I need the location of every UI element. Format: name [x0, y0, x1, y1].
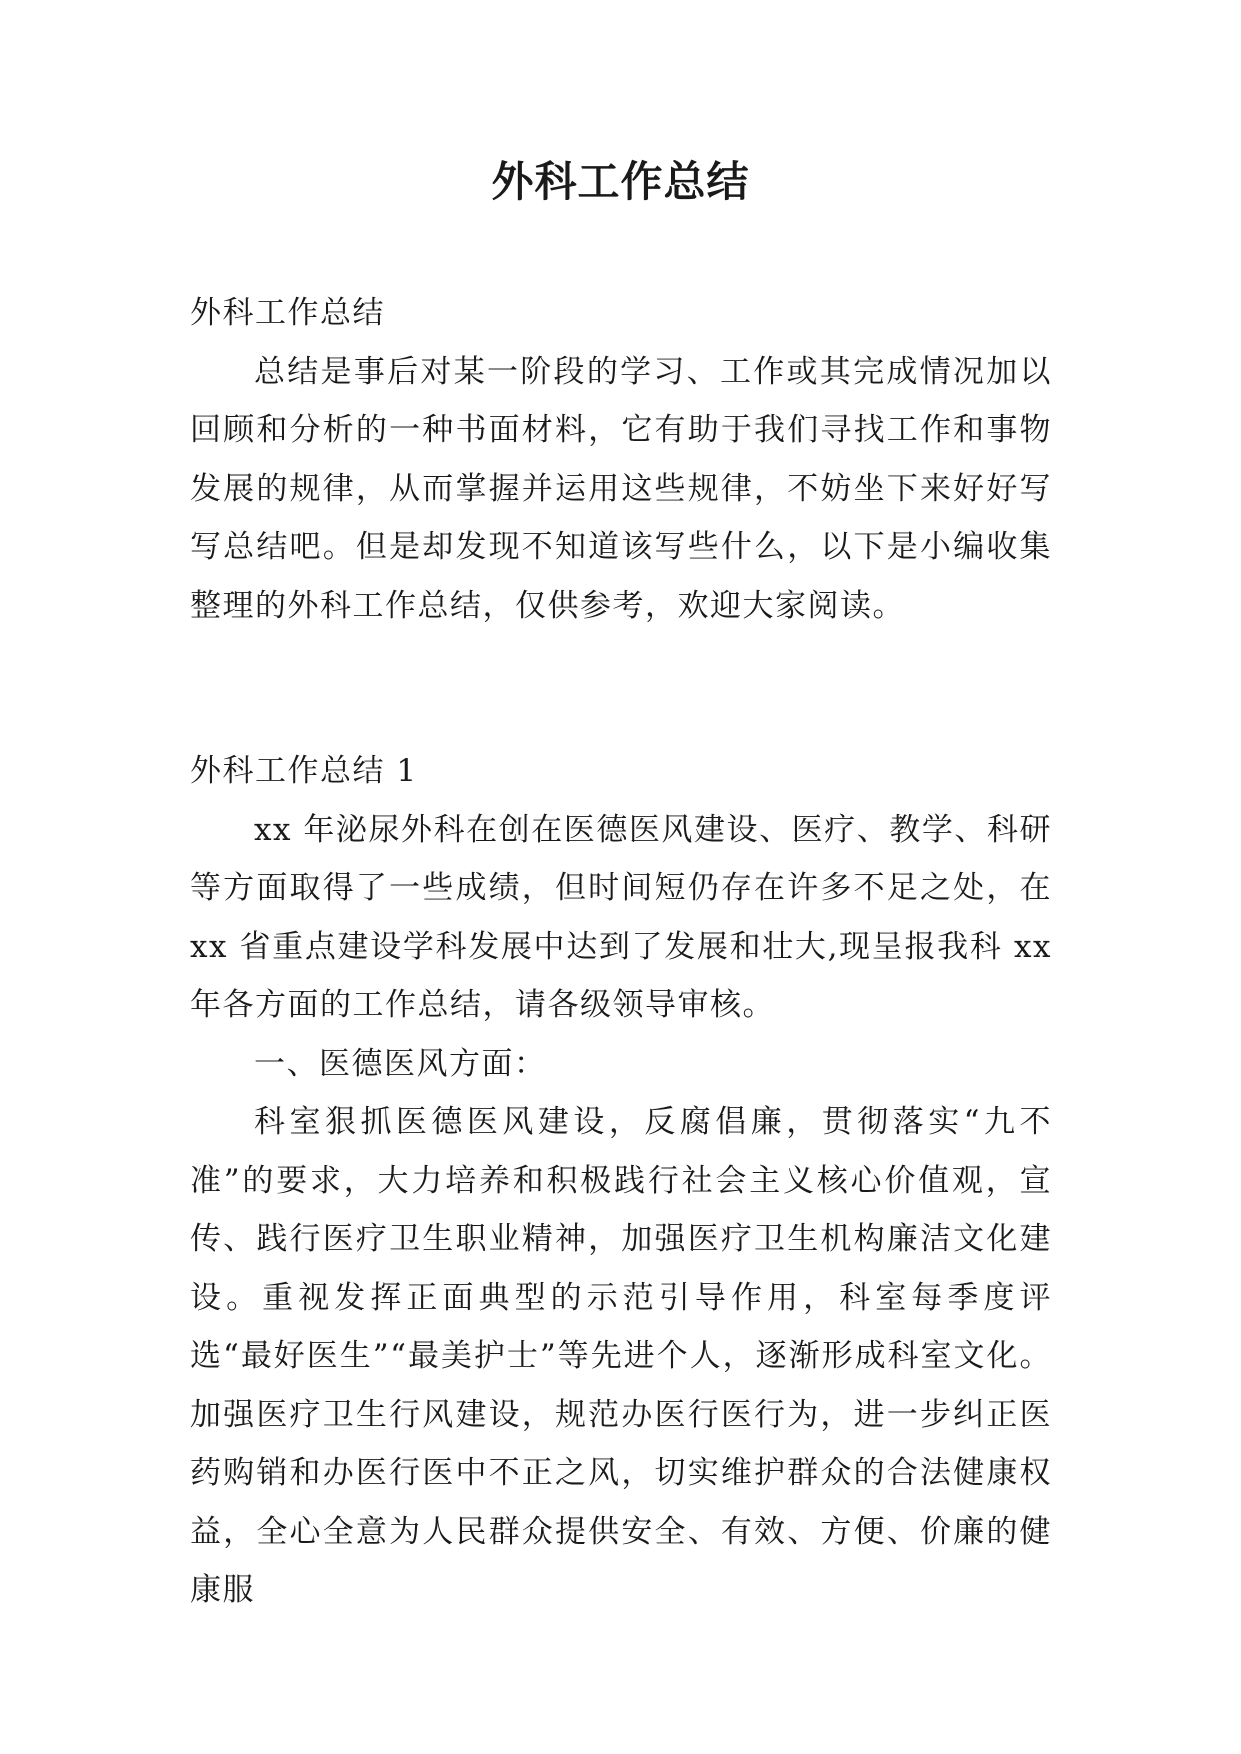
section-1-heading: 外科工作总结 1: [190, 753, 418, 789]
section-1-paragraph-2: 一、医德医风方面：: [254, 1045, 547, 1082]
page-title: 外科工作总结: [491, 157, 750, 206]
section-1-paragraph-1: xx 年泌尿外科在创在医德医风建设、医疗、教学、科研等方面取得了一些成绩，但时间短仍存在许多不足之处，在 xx 省重点建设学科发展中达到了发展和壮大,现呈报我科 xx 年各方面的工作总结，请各级领导审核。: [190, 811, 1052, 1023]
intro-section: [190, 284, 1052, 635]
intro-heading: 外科工作总结: [190, 295, 385, 331]
section-1: [190, 742, 1052, 1620]
intro-paragraph: 总结是事后对某一阶段的学习、工作或其完成情况加以回顾和分析的一种书面材料，它有助于我们寻找工作和事物发展的规律，从而掌握并运用这些规律，不妨坐下来好好写写总结吧。但是却发现不知道该写些什么，以下是小编收集整理的外科工作总结，仅供参考，欢迎大家阅读。: [190, 353, 1052, 624]
section-1-paragraph-3: 科室狠抓医德医风建设，反腐倡廉，贯彻落实“九不准”的要求，大力培养和积极践行社会主义核心价值观，宣传、践行医疗卫生职业精神，加强医疗卫生机构廉洁文化建设。重视发挥正面典型的示范引导作用，科室每季度评选“最好医生”“最美护士”等先进个人，逐渐形成科室文化。加强医疗卫生行风建设，规范办医行医行为，进一步纠正医药购销和办医行医中不正之风，切实维护群众的合法健康权益，全心全意为人民群众提供安全、有效、方便、价廉的健康服: [190, 1104, 1052, 1608]
